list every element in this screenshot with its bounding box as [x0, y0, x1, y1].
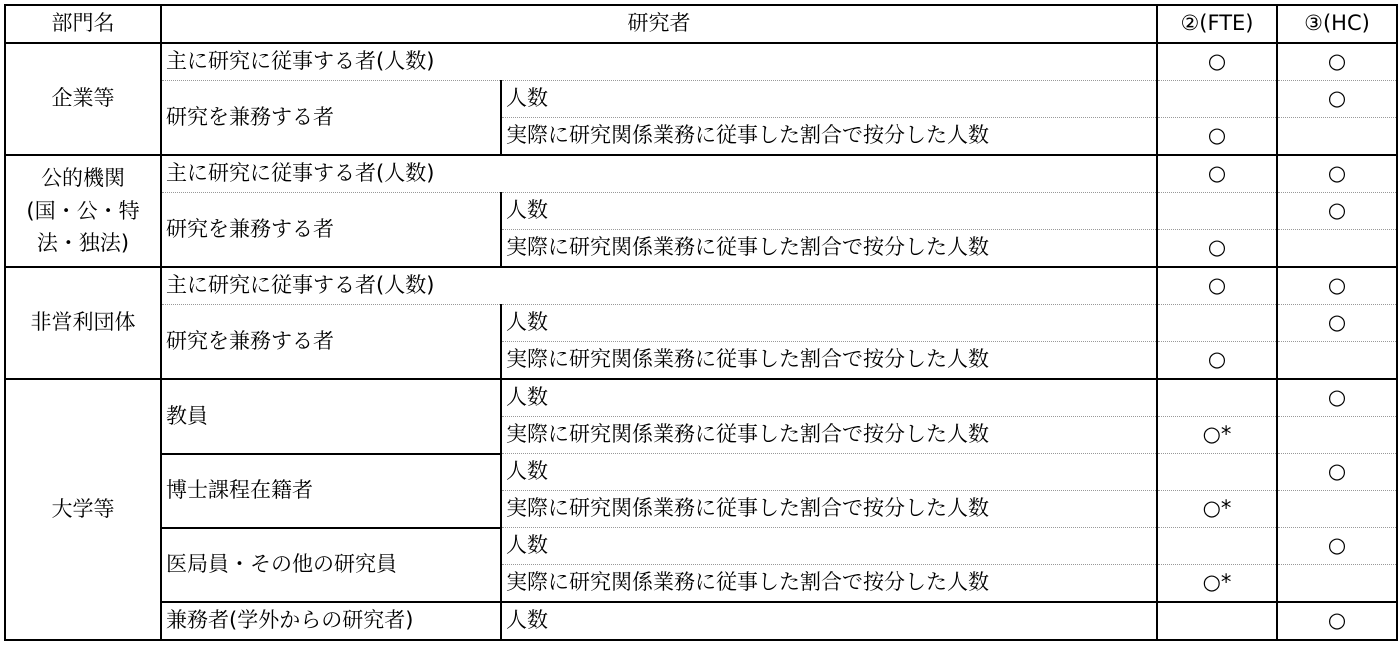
hc-mark: ○: [1277, 454, 1397, 491]
concurrent-label: 研究を兼務する者: [161, 305, 501, 380]
hc-mark-empty: [1277, 565, 1397, 603]
table-row: [5, 155, 1397, 193]
table-row: [5, 602, 1397, 640]
medical-label: 医局員・その他の研究員: [161, 528, 501, 603]
fte-mark-star: ○*: [1157, 491, 1277, 528]
fte-mark-empty: [1157, 81, 1277, 118]
table-row: [5, 267, 1397, 305]
hc-mark-empty: [1277, 417, 1397, 454]
header-fte: ②(FTE): [1157, 5, 1277, 43]
external-label: 兼務者(学外からの研究者): [161, 602, 501, 640]
header-row: [5, 5, 1397, 43]
prorated-label: 実際に研究関係業務に従事した割合で按分した人数: [501, 342, 1157, 380]
prorated-label: 実際に研究関係業務に従事した割合で按分した人数: [501, 565, 1157, 603]
table-row: [5, 305, 1397, 342]
hc-mark-empty: [1277, 118, 1397, 156]
fte-mark: ○: [1157, 118, 1277, 156]
hc-mark: ○: [1277, 528, 1397, 565]
researcher-classification-table: [4, 4, 1398, 641]
table-row: [5, 81, 1397, 118]
main-researcher-label: 主に研究に従事する者(人数): [161, 155, 1157, 193]
prorated-label: 実際に研究関係業務に従事した割合で按分した人数: [501, 118, 1157, 156]
headcount-label: 人数: [501, 602, 1157, 640]
fte-mark-empty: [1157, 602, 1277, 640]
fte-mark-empty: [1157, 379, 1277, 417]
dept-public-line-2: (国・公・特: [26, 198, 140, 223]
headcount-label: 人数: [501, 528, 1157, 565]
dept-public-line-1: 公的機関: [41, 166, 125, 191]
dept-public: [5, 155, 161, 267]
hc-mark-empty: [1277, 230, 1397, 268]
headcount-label: 人数: [501, 454, 1157, 491]
header-department: 部門名: [5, 5, 161, 43]
headcount-label: 人数: [501, 379, 1157, 417]
fte-mark-empty: [1157, 193, 1277, 230]
doctoral-label: 博士課程在籍者: [161, 454, 501, 528]
prorated-label: 実際に研究関係業務に従事した割合で按分した人数: [501, 417, 1157, 454]
fte-mark: ○: [1157, 342, 1277, 380]
header-hc: ③(HC): [1277, 5, 1397, 43]
hc-mark: ○: [1277, 193, 1397, 230]
dept-university: 大学等: [5, 379, 161, 640]
hc-mark: ○: [1277, 379, 1397, 417]
table-row: [5, 43, 1397, 81]
dept-enterprise: 企業等: [5, 43, 161, 155]
prorated-label: 実際に研究関係業務に従事した割合で按分した人数: [501, 491, 1157, 528]
hc-mark: ○: [1277, 305, 1397, 342]
fte-mark-empty: [1157, 528, 1277, 565]
hc-mark-empty: [1277, 342, 1397, 380]
faculty-label: 教員: [161, 379, 501, 454]
headcount-label: 人数: [501, 305, 1157, 342]
fte-mark: ○: [1157, 155, 1277, 193]
table-row: [5, 454, 1397, 491]
fte-mark-empty: [1157, 454, 1277, 491]
fte-mark-star: ○*: [1157, 565, 1277, 603]
hc-mark: ○: [1277, 81, 1397, 118]
hc-mark: ○: [1277, 155, 1397, 193]
fte-mark-star: ○*: [1157, 417, 1277, 454]
fte-mark: ○: [1157, 43, 1277, 81]
concurrent-label: 研究を兼務する者: [161, 193, 501, 268]
dept-public-line-3: 法・独法): [36, 231, 130, 256]
hc-mark: ○: [1277, 43, 1397, 81]
fte-mark: ○: [1157, 230, 1277, 268]
hc-mark: ○: [1277, 602, 1397, 640]
hc-mark: ○: [1277, 267, 1397, 305]
concurrent-label: 研究を兼務する者: [161, 81, 501, 156]
table-row: [5, 528, 1397, 565]
headcount-label: 人数: [501, 193, 1157, 230]
hc-mark-empty: [1277, 491, 1397, 528]
table-row: [5, 193, 1397, 230]
fte-mark: ○: [1157, 267, 1277, 305]
main-researcher-label: 主に研究に従事する者(人数): [161, 267, 1157, 305]
dept-nonprofit: 非営利団体: [5, 267, 161, 379]
headcount-label: 人数: [501, 81, 1157, 118]
main-researcher-label: 主に研究に従事する者(人数): [161, 43, 1157, 81]
prorated-label: 実際に研究関係業務に従事した割合で按分した人数: [501, 230, 1157, 268]
table-row: [5, 379, 1397, 417]
header-researcher: 研究者: [161, 5, 1157, 43]
fte-mark-empty: [1157, 305, 1277, 342]
